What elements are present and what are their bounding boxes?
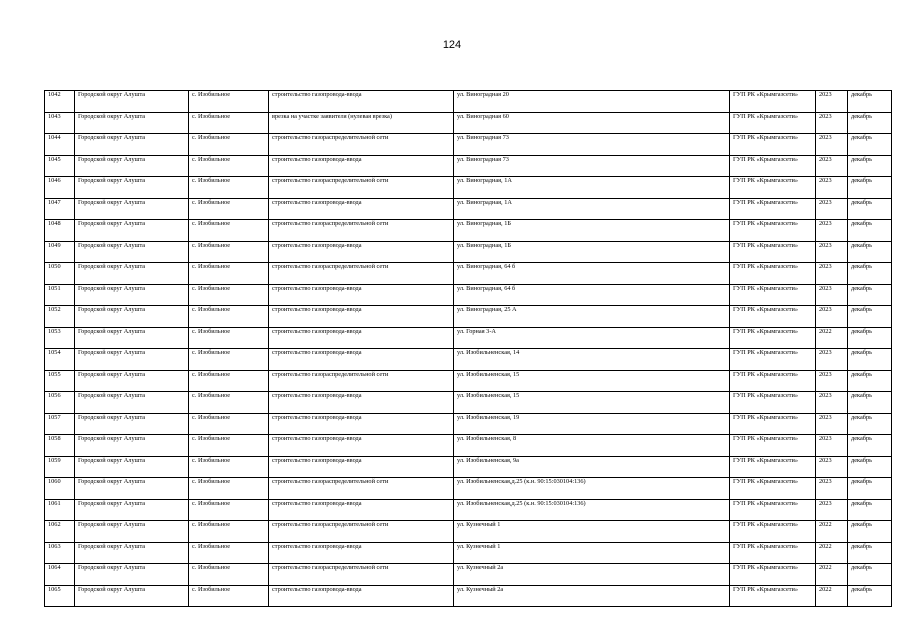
address-cell: ул. Виноградная, 1Б: [454, 241, 730, 263]
table-row: [45, 306, 892, 328]
row-number-cell: 1052: [45, 306, 75, 328]
work-type-cell: строительство газораспределительной сети: [269, 263, 454, 285]
district-cell: Городской округ Алушта: [75, 521, 189, 543]
settlement-cell: с. Изобильное: [189, 585, 269, 607]
year-cell: 2023: [816, 413, 848, 435]
organization-cell: ГУП РК «Крымгазсети»: [730, 91, 816, 113]
organization-cell: ГУП РК «Крымгазсети»: [730, 542, 816, 564]
organization-cell: ГУП РК «Крымгазсети»: [730, 349, 816, 371]
district-cell: Городской округ Алушта: [75, 134, 189, 156]
month-cell: декабрь: [848, 370, 892, 392]
address-cell: ул. Виноградная, 1А: [454, 177, 730, 199]
row-number-cell: 1064: [45, 564, 75, 586]
year-cell: 2023: [816, 499, 848, 521]
table-row: [45, 263, 892, 285]
month-cell: декабрь: [848, 349, 892, 371]
row-number-cell: 1057: [45, 413, 75, 435]
address-cell: ул. Горная 3-А: [454, 327, 730, 349]
organization-cell: ГУП РК «Крымгазсети»: [730, 177, 816, 199]
row-number-cell: 1047: [45, 198, 75, 220]
work-type-cell: строительство газопровода-ввода: [269, 284, 454, 306]
year-cell: 2023: [816, 91, 848, 113]
month-cell: декабрь: [848, 91, 892, 113]
organization-cell: ГУП РК «Крымгазсети»: [730, 413, 816, 435]
row-number-cell: 1059: [45, 456, 75, 478]
month-cell: декабрь: [848, 564, 892, 586]
row-number-cell: 1054: [45, 349, 75, 371]
work-type-cell: строительство газопровода-ввода: [269, 435, 454, 457]
settlement-cell: с. Изобильное: [189, 134, 269, 156]
year-cell: 2022: [816, 585, 848, 607]
district-cell: Городской округ Алушта: [75, 349, 189, 371]
table-row: [45, 392, 892, 414]
year-cell: 2022: [816, 521, 848, 543]
month-cell: декабрь: [848, 585, 892, 607]
year-cell: 2023: [816, 134, 848, 156]
district-cell: Городской округ Алушта: [75, 177, 189, 199]
work-type-cell: строительство газопровода-ввода: [269, 155, 454, 177]
settlement-cell: с. Изобильное: [189, 220, 269, 242]
year-cell: 2023: [816, 155, 848, 177]
month-cell: декабрь: [848, 155, 892, 177]
month-cell: декабрь: [848, 521, 892, 543]
month-cell: декабрь: [848, 284, 892, 306]
address-cell: ул. Изобильненская,д.25 (к.н. 90:15:030104:136): [454, 499, 730, 521]
month-cell: декабрь: [848, 306, 892, 328]
address-cell: ул. Виноградная 73: [454, 134, 730, 156]
district-cell: Городской округ Алушта: [75, 413, 189, 435]
table-row: [45, 478, 892, 500]
row-number-cell: 1051: [45, 284, 75, 306]
page-number: 124: [442, 39, 462, 51]
organization-cell: ГУП РК «Крымгазсети»: [730, 220, 816, 242]
organization-cell: ГУП РК «Крымгазсети»: [730, 134, 816, 156]
district-cell: Городской округ Алушта: [75, 112, 189, 134]
row-number-cell: 1060: [45, 478, 75, 500]
table-row: [45, 198, 892, 220]
organization-cell: ГУП РК «Крымгазсети»: [730, 456, 816, 478]
year-cell: 2022: [816, 564, 848, 586]
district-cell: Городской округ Алушта: [75, 306, 189, 328]
year-cell: 2023: [816, 112, 848, 134]
table-row: [45, 585, 892, 607]
work-type-cell: строительство газораспределительной сети: [269, 177, 454, 199]
table-row: [45, 564, 892, 586]
organization-cell: ГУП РК «Крымгазсети»: [730, 521, 816, 543]
district-cell: Городской округ Алушта: [75, 91, 189, 113]
month-cell: декабрь: [848, 435, 892, 457]
table-row: [45, 241, 892, 263]
work-type-cell: строительство газопровода-ввода: [269, 499, 454, 521]
address-cell: ул. Изобильненская, 9а: [454, 456, 730, 478]
settlement-cell: с. Изобильное: [189, 91, 269, 113]
address-cell: ул. Изобильненская, 15: [454, 392, 730, 414]
address-cell: ул. Виноградная, 1А: [454, 198, 730, 220]
settlement-cell: с. Изобильное: [189, 306, 269, 328]
organization-cell: ГУП РК «Крымгазсети»: [730, 327, 816, 349]
settlement-cell: с. Изобильное: [189, 435, 269, 457]
organization-cell: ГУП РК «Крымгазсети»: [730, 241, 816, 263]
settlement-cell: с. Изобильное: [189, 456, 269, 478]
year-cell: 2023: [816, 306, 848, 328]
district-cell: Городской округ Алушта: [75, 478, 189, 500]
year-cell: 2023: [816, 220, 848, 242]
organization-cell: ГУП РК «Крымгазсети»: [730, 370, 816, 392]
row-number-cell: 1065: [45, 585, 75, 607]
month-cell: декабрь: [848, 220, 892, 242]
address-cell: ул. Виноградная 20: [454, 91, 730, 113]
year-cell: 2023: [816, 349, 848, 371]
year-cell: 2023: [816, 392, 848, 414]
settlement-cell: с. Изобильное: [189, 155, 269, 177]
registry-table-body: [45, 91, 892, 607]
organization-cell: ГУП РК «Крымгазсети»: [730, 306, 816, 328]
month-cell: декабрь: [848, 499, 892, 521]
table-row: [45, 134, 892, 156]
settlement-cell: с. Изобильное: [189, 327, 269, 349]
work-type-cell: врезка на участке заявителя (нулевая врезка): [269, 112, 454, 134]
organization-cell: ГУП РК «Крымгазсети»: [730, 198, 816, 220]
row-number-cell: 1050: [45, 263, 75, 285]
address-cell: ул. Кузнечный 2а: [454, 564, 730, 586]
month-cell: декабрь: [848, 327, 892, 349]
work-type-cell: строительство газопровода-ввода: [269, 392, 454, 414]
table-row: [45, 112, 892, 134]
table-row: [45, 542, 892, 564]
work-type-cell: строительство газораспределительной сети: [269, 134, 454, 156]
settlement-cell: с. Изобильное: [189, 564, 269, 586]
organization-cell: ГУП РК «Крымгазсети»: [730, 392, 816, 414]
row-number-cell: 1063: [45, 542, 75, 564]
settlement-cell: с. Изобильное: [189, 177, 269, 199]
work-type-cell: строительство газопровода-ввода: [269, 585, 454, 607]
district-cell: Городской округ Алушта: [75, 435, 189, 457]
organization-cell: ГУП РК «Крымгазсети»: [730, 499, 816, 521]
row-number-cell: 1062: [45, 521, 75, 543]
district-cell: Городской округ Алушта: [75, 585, 189, 607]
settlement-cell: с. Изобильное: [189, 521, 269, 543]
year-cell: 2023: [816, 263, 848, 285]
settlement-cell: с. Изобильное: [189, 241, 269, 263]
settlement-cell: с. Изобильное: [189, 370, 269, 392]
address-cell: ул. Виноградная, 25 А: [454, 306, 730, 328]
district-cell: Городской округ Алушта: [75, 456, 189, 478]
settlement-cell: с. Изобильное: [189, 542, 269, 564]
address-cell: ул. Изобильненская, 19: [454, 413, 730, 435]
month-cell: декабрь: [848, 198, 892, 220]
work-type-cell: строительство газораспределительной сети: [269, 220, 454, 242]
year-cell: 2023: [816, 284, 848, 306]
address-cell: ул. Виноградная 73: [454, 155, 730, 177]
address-cell: ул. Виноградная 60: [454, 112, 730, 134]
work-type-cell: строительство газопровода-ввода: [269, 542, 454, 564]
work-type-cell: строительство газопровода-ввода: [269, 241, 454, 263]
row-number-cell: 1043: [45, 112, 75, 134]
organization-cell: ГУП РК «Крымгазсети»: [730, 585, 816, 607]
organization-cell: ГУП РК «Крымгазсети»: [730, 112, 816, 134]
month-cell: декабрь: [848, 542, 892, 564]
district-cell: Городской округ Алушта: [75, 284, 189, 306]
row-number-cell: 1055: [45, 370, 75, 392]
work-type-cell: строительство газораспределительной сети: [269, 370, 454, 392]
month-cell: декабрь: [848, 478, 892, 500]
district-cell: Городской округ Алушта: [75, 542, 189, 564]
address-cell: ул. Кузнечный 1: [454, 521, 730, 543]
table-row: [45, 413, 892, 435]
work-type-cell: строительство газопровода-ввода: [269, 306, 454, 328]
table-row: [45, 349, 892, 371]
table-row: [45, 521, 892, 543]
district-cell: Городской округ Алушта: [75, 327, 189, 349]
settlement-cell: с. Изобильное: [189, 112, 269, 134]
year-cell: 2023: [816, 478, 848, 500]
table-row: [45, 499, 892, 521]
row-number-cell: 1053: [45, 327, 75, 349]
settlement-cell: с. Изобильное: [189, 198, 269, 220]
district-cell: Городской округ Алушта: [75, 392, 189, 414]
month-cell: декабрь: [848, 392, 892, 414]
settlement-cell: с. Изобильное: [189, 349, 269, 371]
work-type-cell: строительство газопровода-ввода: [269, 349, 454, 371]
year-cell: 2022: [816, 327, 848, 349]
registry-table: [44, 90, 892, 607]
settlement-cell: с. Изобильное: [189, 413, 269, 435]
table-row: [45, 435, 892, 457]
address-cell: ул. Изобильненская, 15: [454, 370, 730, 392]
organization-cell: ГУП РК «Крымгазсети»: [730, 263, 816, 285]
address-cell: ул. Изобильненская,д.25 (к.н. 90:15:030104:136): [454, 478, 730, 500]
settlement-cell: с. Изобильное: [189, 392, 269, 414]
year-cell: 2023: [816, 370, 848, 392]
address-cell: ул. Кузнечный 2а: [454, 585, 730, 607]
settlement-cell: с. Изобильное: [189, 499, 269, 521]
work-type-cell: строительство газопровода-ввода: [269, 91, 454, 113]
month-cell: декабрь: [848, 134, 892, 156]
table-row: [45, 177, 892, 199]
row-number-cell: 1061: [45, 499, 75, 521]
settlement-cell: с. Изобильное: [189, 478, 269, 500]
table-row: [45, 220, 892, 242]
district-cell: Городской округ Алушта: [75, 155, 189, 177]
month-cell: декабрь: [848, 241, 892, 263]
year-cell: 2023: [816, 198, 848, 220]
work-type-cell: строительство газопровода-ввода: [269, 327, 454, 349]
month-cell: декабрь: [848, 263, 892, 285]
address-cell: ул. Изобильненская, 8: [454, 435, 730, 457]
row-number-cell: 1048: [45, 220, 75, 242]
month-cell: декабрь: [848, 456, 892, 478]
settlement-cell: с. Изобильное: [189, 284, 269, 306]
row-number-cell: 1046: [45, 177, 75, 199]
year-cell: 2023: [816, 456, 848, 478]
table-row: [45, 155, 892, 177]
organization-cell: ГУП РК «Крымгазсети»: [730, 284, 816, 306]
organization-cell: ГУП РК «Крымгазсети»: [730, 564, 816, 586]
address-cell: ул. Кузнечный 1: [454, 542, 730, 564]
year-cell: 2023: [816, 435, 848, 457]
table-row: [45, 456, 892, 478]
work-type-cell: строительство газораспределительной сети: [269, 521, 454, 543]
table-row: [45, 370, 892, 392]
address-cell: ул. Виноградная, 1Б: [454, 220, 730, 242]
organization-cell: ГУП РК «Крымгазсети»: [730, 435, 816, 457]
row-number-cell: 1045: [45, 155, 75, 177]
address-cell: ул. Виноградная, 64 б: [454, 263, 730, 285]
month-cell: декабрь: [848, 177, 892, 199]
table-row: [45, 284, 892, 306]
row-number-cell: 1044: [45, 134, 75, 156]
organization-cell: ГУП РК «Крымгазсети»: [730, 478, 816, 500]
month-cell: декабрь: [848, 413, 892, 435]
district-cell: Городской округ Алушта: [75, 241, 189, 263]
table-row: [45, 91, 892, 113]
row-number-cell: 1056: [45, 392, 75, 414]
year-cell: 2022: [816, 542, 848, 564]
district-cell: Городской округ Алушта: [75, 564, 189, 586]
month-cell: декабрь: [848, 112, 892, 134]
settlement-cell: с. Изобильное: [189, 263, 269, 285]
year-cell: 2023: [816, 241, 848, 263]
work-type-cell: строительство газораспределительной сети: [269, 564, 454, 586]
table-row: [45, 327, 892, 349]
district-cell: Городской округ Алушта: [75, 220, 189, 242]
district-cell: Городской округ Алушта: [75, 370, 189, 392]
row-number-cell: 1042: [45, 91, 75, 113]
work-type-cell: строительство газопровода-ввода: [269, 456, 454, 478]
district-cell: Городской округ Алушта: [75, 263, 189, 285]
organization-cell: ГУП РК «Крымгазсети»: [730, 155, 816, 177]
address-cell: ул. Виноградная, 64 б: [454, 284, 730, 306]
work-type-cell: строительство газораспределительной сети: [269, 478, 454, 500]
district-cell: Городской округ Алушта: [75, 499, 189, 521]
address-cell: ул. Изобильненская, 14: [454, 349, 730, 371]
row-number-cell: 1058: [45, 435, 75, 457]
work-type-cell: строительство газопровода-ввода: [269, 413, 454, 435]
district-cell: Городской округ Алушта: [75, 198, 189, 220]
year-cell: 2023: [816, 177, 848, 199]
row-number-cell: 1049: [45, 241, 75, 263]
work-type-cell: строительство газопровода-ввода: [269, 198, 454, 220]
